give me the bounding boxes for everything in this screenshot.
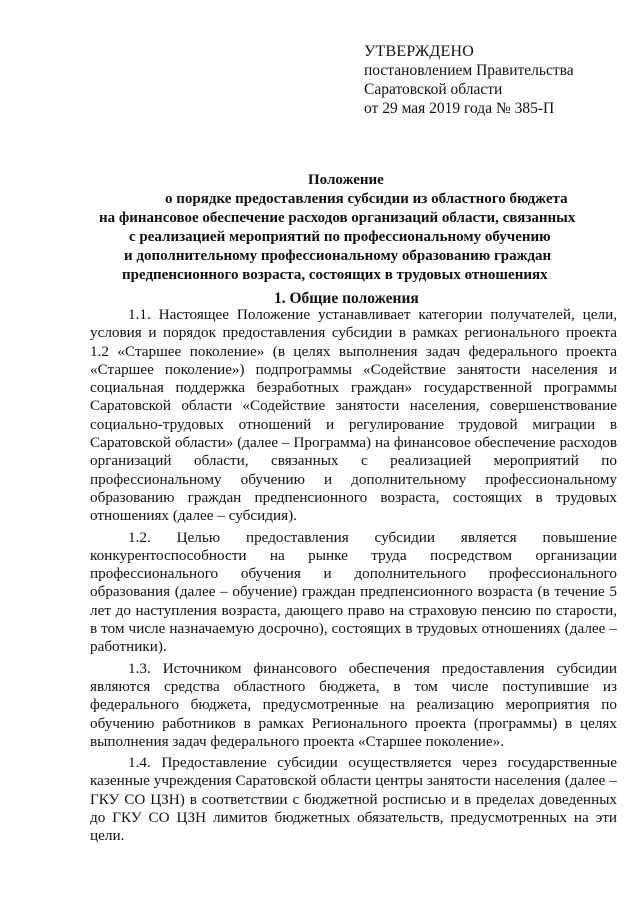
approval-stamp xyxy=(364,42,624,118)
paragraph-1-2: 1.2. Целью предоставления субсидии является повышение конкурентоспособности на рынке труда посредством организации профессионального обучения и дополнительного профессионального образования (далее – обучение) граждан предпенсионного возраста (в течение 5 лет до наступления возраста, дающего право на страховую пенсию по старости, в том числе назначаемую досрочно), состоящих в трудовых отношениях (далее – работники). xyxy=(90,528,617,656)
paragraph-1-1: 1.1. Настоящее Положение устанавливает категории получателей, цели, условия и порядок предоставления субсидии в рамках регионального проекта 1.2 «Старшее поколение» (в целях выполнения задач федерального проекта «Старшее поколение») подпрограммы «Содействие занятости населения и социальная поддержка безработных граждан» государственной программы Саратовской области «Содействие занятости населения, совершенствование социально-трудовых отношений и регулирование трудовой миграции в Саратовской области» (далее – Программа) на финансовое обеспечение расходов организаций области, связанных с реализацией мероприятий по профессиональному обучению и дополнительному профессиональному образованию граждан предпенсионного возраста, состоящих в трудовых отношениях (далее – субсидия). xyxy=(90,306,617,525)
approval-line: постановлением Правительства xyxy=(364,62,574,79)
approval-heading: УТВЕРЖДЕНО xyxy=(364,43,475,60)
paragraph-1-3: 1.3. Источником финансового обеспечения предоставления субсидии являются средства областного бюджета, в том числе поступившие из федерального бюджета, предусмотренные на реализацию мероприятия по обучению работников в рамках Регионального проекта (программы) в целях выполнения задач федерального проекта «Старшее поколение». xyxy=(90,659,617,750)
title-line: на финансовое обеспечение расходов организаций области, связанных xyxy=(99,210,576,226)
title-line: Положение xyxy=(308,172,384,188)
section-body xyxy=(90,306,617,849)
title-line: предпенсионного возраста, состоящих в трудовых отношениях xyxy=(122,267,548,283)
title-line: с реализацией мероприятий по профессиональному обучению xyxy=(129,229,551,245)
approval-date: от 29 мая 2019 года № 385-П xyxy=(364,100,555,117)
paragraph-1-4: 1.4. Предоставление субсидии осуществляется через государственные казенные учреждения Саратовской области центры занятости населения (далее – ГКУ СО ЦЗН) в соответствии с бюджетной росписью и в пределах доведенных до ГКУ СО ЦЗН лимитов бюджетных обязательств, предусмотренных на эти цели. xyxy=(90,754,617,845)
approval-line: Саратовской области xyxy=(364,81,503,98)
title-line: о порядке предоставления субсидии из областного бюджета xyxy=(165,191,568,207)
title-line: и дополнительному профессиональному образованию граждан xyxy=(124,248,552,264)
section-heading: 1. Общие положения xyxy=(274,290,419,307)
